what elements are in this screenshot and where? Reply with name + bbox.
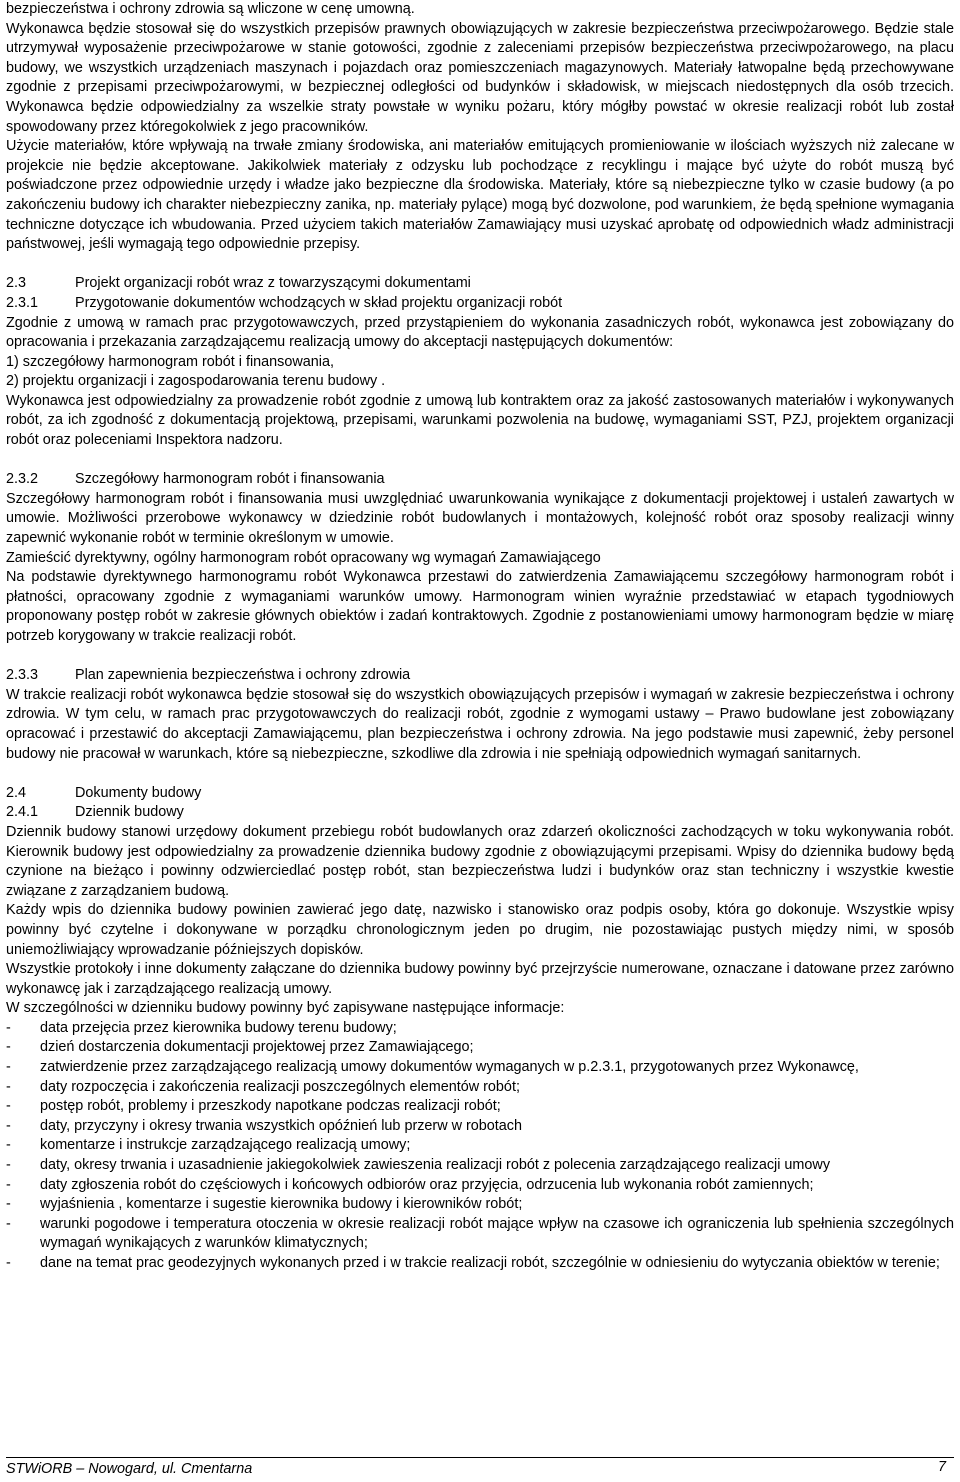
list-item xyxy=(6,1176,954,1196)
list-item xyxy=(6,1058,954,1078)
heading-number: 2.3.2 xyxy=(6,471,39,488)
paragraph-schedule-note: Zamieścić dyrektywny, ogólny harmonogram robót opracowany wg wymagań Zamawiającego xyxy=(6,549,601,566)
spacer xyxy=(6,451,954,471)
paragraph-materials: Użycie materiałów, które wpływają na trwałe zmiany środowiska, ani materiałów emitujących promieniowanie w ilościach wyższych niż zalecane w projekcie nie będzie akceptowane. Jakikolwiek materiały z odzysku lub pochodzące z recyklingu i mające być użyte do robót muszą być poświadczone przez odpowiednie urzędy i władze jako bezpieczne dla środowiska. Materiały, które są niebezpieczne tylko w czasie budowy (a po zakończeniu budowy ich charakter niebezpieczny zanika, np. materiały pylące) mogą być dozwolone, pod warunkiem, że będą spełnione wymagania techniczne dotyczące ich wbudowania. Przed użyciem takich materiałów Zamawiający musi uzyskać aprobatę od odpowiednich władz administracji państwowej, jeśli wymagają tego odpowiednie przepisy. xyxy=(6,138,954,253)
heading-number: 2.4 xyxy=(6,784,27,801)
heading-number: 2.3 xyxy=(6,275,27,292)
list-item xyxy=(6,1078,954,1098)
dash-bullet: - xyxy=(6,1019,11,1036)
list-item-text: dzień dostarczenia dokumentacji projektowej przez Zamawiającego; xyxy=(40,1039,474,1056)
list-item xyxy=(6,1038,954,1058)
paragraph-diary-entries: Każdy wpis do dziennika budowy powinien zawierać jego datę, nazwisko i stanowisko oraz podpis osoby, która go dokonuje. Wszystkie wpisy powinny być czytelne i dokonywane w porządku chronologicznym jeden po drugim, nie pozostawiając pustych między nimi, w sposób uniemożliwiający wprowadzanie późniejszych dopisków. xyxy=(6,902,954,958)
heading-2-3 xyxy=(6,274,954,294)
spacer xyxy=(6,647,954,667)
paragraph-schedule: Szczegółowy harmonogram robót i finansowania musi uwzględniać uwarunkowania wynikające z dokumentacji projektowej i ustaleń zawartych w umowie. Możliwości przerobowe wykonawcy w dziedzinie robót budowlanych i montażowych, kolejność robót oraz sposoby realizacji winny zapewnić wykonanie robót w terminie określonym w umowie. xyxy=(6,490,954,547)
spacer xyxy=(6,764,954,784)
heading-title: Dziennik budowy xyxy=(75,804,184,821)
list-item xyxy=(6,1019,954,1039)
heading-title: Szczegółowy harmonogram robót i finansowania xyxy=(75,471,385,488)
list-item-doc-2: 2) projektu organizacji i zagospodarowania terenu budowy . xyxy=(6,373,386,390)
dash-bullet: - xyxy=(6,1137,11,1154)
footer-divider xyxy=(6,1457,954,1458)
dash-bullet: - xyxy=(6,1059,11,1076)
heading-number: 2.3.3 xyxy=(6,667,39,684)
dash-bullet: - xyxy=(6,1215,11,1232)
heading-title: Dokumenty budowy xyxy=(75,784,202,801)
dash-bullet: - xyxy=(6,1255,11,1271)
heading-number: 2.4.1 xyxy=(6,804,39,821)
list-item-doc-1: 1) szczegółowy harmonogram robót i finansowania, xyxy=(6,353,334,370)
paragraph-site-diary: Dziennik budowy stanowi urzędowy dokument przebiegu robót budowlanych oraz zdarzeń okoliczności zachodzących w toku wykonywania robót. Kierownik budowy jest odpowiedzialny za prowadzenie dziennika budowy zgodnie z obowiązującymi przepisami. Wpisy do dziennika budowy będą czynione na bieżąco i powinny odzwierciedlać postęp robót, stan bezpieczeństwa ludzi i budynków oraz stan techniczny i wszystkie kwestie związane z zarządzaniem budową. xyxy=(6,823,954,899)
paragraph-contractor-responsibility: Wykonawca jest odpowiedzialny za prowadzenie robót zgodnie z umową lub kontraktem oraz za jakość zastosowanych materiałów i wykonywanych robót, za ich zgodność z dokumentacją projektową, przepisami, warunkami pozwolenia na budowę, wymaganiami SST, PZJ, projektem organizacji robót oraz poleceniami Inspektora nadzoru. xyxy=(6,392,954,449)
dash-bullet: - xyxy=(6,1039,11,1056)
diary-info-list xyxy=(6,1019,954,1274)
list-item-text: zatwierdzenie przez zarządzającego realizacją umowy dokumentów wymaganych w p.2.3.1, przygotowanych przez Wykonawcę, xyxy=(40,1059,859,1076)
heading-number: 2.3.1 xyxy=(6,294,39,311)
paragraph-schedule-approval: Na podstawie dyrektywnego harmonogramu robót Wykonawca przestawi do zatwierdzenia Zamawiającemu szczegółowy harmonogram robót i płatności, opracowany zgodnie z wymaganiami warunków umowy. Harmonogram winien wyraźnie przedstawiać w etapach tygodniowych proponowany postęp robót w zakresie głównych obiektów i zadań kontraktowych. Zgodnie z postanowieniami umowy harmonogram będzie w miarę potrzeb korygowany w trakcie realizacji robót. xyxy=(6,569,954,644)
list-item xyxy=(6,1117,954,1137)
heading-2-3-3 xyxy=(6,666,954,686)
dash-bullet: - xyxy=(6,1117,11,1134)
list-item xyxy=(6,1254,954,1274)
list-item xyxy=(6,1156,954,1176)
heading-title: Przygotowanie dokumentów wchodzących w skład projektu organizacji robót xyxy=(75,294,563,311)
dash-bullet: - xyxy=(6,1196,11,1213)
list-item-text: data przejęcia przez kierownika budowy terenu budowy; xyxy=(40,1019,397,1036)
list-item xyxy=(6,1136,954,1156)
paragraph-diary-info-intro: W szczególności w dzienniku budowy powinny być zapisywane następujące informacje: xyxy=(6,1000,565,1017)
dash-bullet: - xyxy=(6,1078,11,1095)
heading-2-3-2 xyxy=(6,470,954,490)
list-item-text: wyjaśnienia , komentarze i sugestie kierownika budowy i kierowników robót; xyxy=(40,1196,523,1213)
list-item xyxy=(6,1195,954,1215)
list-item-text: warunki pogodowe i temperatura otoczenia w okresie realizacji robót mające wpływ na czasowe ich ograniczenia lub spełnienia szczególnych wymagań wynikających z warunków klimatycznych; xyxy=(40,1215,954,1252)
list-item-text: daty rozpoczęcia i zakończenia realizacji poszczególnych elementów robót; xyxy=(40,1078,520,1095)
dash-bullet: - xyxy=(6,1098,11,1115)
list-item-text: daty, okresy trwania i uzasadnienie jakiegokolwiek zawieszenia realizacji robót z polecenia zarządzającego realizacji umowy xyxy=(40,1157,831,1174)
heading-2-4-1 xyxy=(6,803,954,823)
paragraph-diary-protocols: Wszystkie protokoły i inne dokumenty załączane do dziennika budowy powinny być przejrzyście numerowane, oznaczane i datowane przez zarówno wykonawcę jak i zarządzającego realizacją umowy. xyxy=(6,961,954,997)
list-item-text: dane na temat prac geodezyjnych wykonanych przed i w trakcie realizacji robót, szczególnie w odniesieniu do wytyczania obiektów w terenie; xyxy=(40,1255,940,1271)
footer-document-title: STWiORB – Nowogard, ul. Cmentarna xyxy=(6,1461,253,1477)
list-item-text: daty zgłoszenia robót do częściowych i końcowych odbiorów oraz przyjęcia, odrzucenia lub wykonania robót zamiennych; xyxy=(40,1176,814,1193)
document-page xyxy=(6,0,954,1274)
heading-title: Projekt organizacji robót wraz z towarzyszącymi dokumentami xyxy=(75,275,471,292)
spacer xyxy=(6,255,954,275)
list-item-text: komentarze i instrukcje zarządzającego realizacją umowy; xyxy=(40,1137,411,1154)
list-item xyxy=(6,1215,954,1254)
footer-page-number: 7 xyxy=(937,1459,946,1475)
list-item-text: postęp robót, problemy i przeszkody napotkane podczas realizacji robót; xyxy=(40,1098,501,1115)
paragraph-fire-safety: Wykonawca będzie stosował się do wszystkich przepisów prawnych obowiązujących w zakresie bezpieczeństwa przeciwpożarowego. Będzie stale utrzymywał wyposażenie przeciwpożarowe w stanie gotowości, zgodnie z zaleceniami przepisów bezpieczeństwa przeciwpożarowego, na placu budowy, we wszystkich urządzeniach maszynach i pojazdach oraz pomieszczeniach magazynowych. Materiały łatwopalne będą przechowywane zgodnie z przepisami przeciwpożarowymi, w bezpiecznej odległości od budynków i składowisk, w miejscach niedostępnych dla osób trzecich. Wykonawca będzie odpowiedzialny za wszelkie straty powstałe w wyniku pożaru, który mógłby powstać w okresie realizacji robót lub został spowodowany przez któregokolwiek z jego pracowników. xyxy=(6,20,954,135)
dash-bullet: - xyxy=(6,1176,11,1193)
heading-title: Plan zapewnienia bezpieczeństwa i ochrony zdrowia xyxy=(75,667,411,684)
paragraph-safety-plan: W trakcie realizacji robót wykonawca będzie stosował się do wszystkich obowiązujących przepisów i wymagań w zakresie bezpieczeństwa i ochrony zdrowia. W tym celu, w ramach prac przygotowawczych do realizacji robót, zgodnie z wymogami ustawy – Prawo budowlane jest zobowiązany opracować i przestawić do akceptacji Zamawiającemu, plan bezpieczeństwa i ochrony zdrowia. Na jego podstawie musi zapewnić, żeby personel budowy nie pracował w warunkach, które są niebezpieczne, szkodliwe dla zdrowia i nie spełniają odpowiednich wymagań sanitarnych. xyxy=(6,686,954,762)
heading-2-4 xyxy=(6,784,954,804)
paragraph-documents-intro: Zgodnie z umową w ramach prac przygotowawczych, przed przystąpieniem do wykonania zasadniczych robót, wykonawca jest zobowiązany do opracowania i przekazania zarządzającemu realizacją umowy do akceptacji następujących dokumentów: xyxy=(6,314,954,351)
heading-2-3-1 xyxy=(6,294,954,314)
list-item-text: daty, przyczyny i okresy trwania wszystkich opóźnień lub przerw w robotach xyxy=(40,1117,523,1134)
paragraph-intro: bezpieczeństwa i ochrony zdrowia są wliczone w cenę umowną. xyxy=(6,1,415,17)
dash-bullet: - xyxy=(6,1157,11,1174)
list-item xyxy=(6,1097,954,1117)
